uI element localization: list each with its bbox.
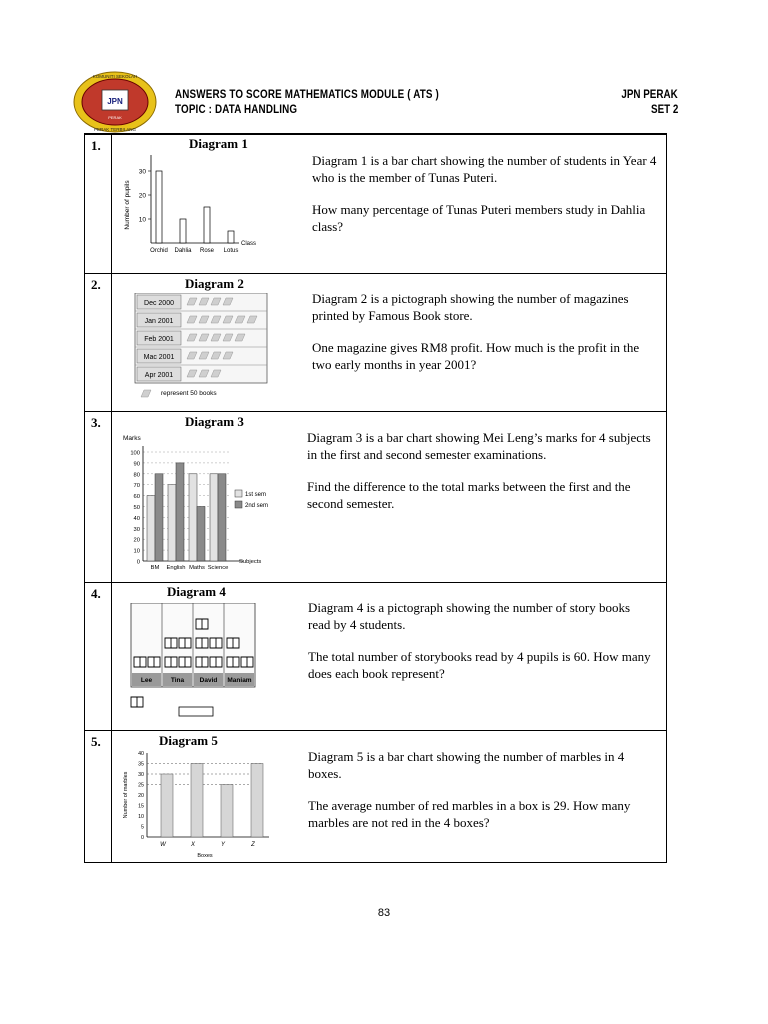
question-paragraph: Diagram 4 is a pictograph showing the number of story books read by 4 students. <box>308 600 631 632</box>
question-row-4 <box>85 582 666 730</box>
y-tick-label: 100 <box>130 450 140 457</box>
answer-box <box>179 707 213 716</box>
question-paragraph: Diagram 2 is a pictograph showing the number of magazines printed by Famous Book store. <box>312 291 629 323</box>
bar <box>161 774 173 837</box>
diagram-2-pictograph <box>133 293 269 408</box>
question-number: 2. <box>91 277 101 292</box>
header-set: SET 2 <box>650 102 678 116</box>
row-label: Apr 2001 <box>144 372 174 379</box>
diagram-title: Diagram 1 <box>189 136 248 151</box>
y-tick-label: 10 <box>138 814 144 820</box>
y-tick-label: 30 <box>138 772 144 778</box>
x-tick-label: Science <box>207 565 229 571</box>
book-icon <box>179 657 191 667</box>
question-row-3 <box>85 411 666 582</box>
diagram-title: Diagram 5 <box>159 733 218 748</box>
diagram-5-bar-chart <box>121 749 291 863</box>
question-number: 4. <box>91 586 101 601</box>
bar <box>228 231 234 243</box>
diagram-1-bar-chart <box>121 151 271 271</box>
y-tick-label: 40 <box>138 751 144 757</box>
questions-table <box>84 133 667 863</box>
y-tick-label: 70 <box>133 483 140 490</box>
y-tick-label: 20 <box>138 192 146 200</box>
logo-bottom-text: PERAK TERBILANG <box>94 127 136 132</box>
y-tick-label: 10 <box>138 216 146 224</box>
question-row-5 <box>85 730 666 864</box>
y-tick-label: 35 <box>138 761 144 768</box>
diagram-3-bar-chart <box>121 432 281 580</box>
bar <box>156 171 162 243</box>
question-paragraph: One magazine gives RM8 profit. How much is the profit in the two early months in year 2001? <box>312 340 640 372</box>
x-tick-label: Rose <box>199 248 215 254</box>
book-icon <box>148 657 160 667</box>
row-label: Dec 2000 <box>144 300 174 307</box>
student-name: Maniam <box>227 677 252 684</box>
legend-label: 1st sem <box>245 492 267 498</box>
row-label: Feb 2001 <box>144 336 174 343</box>
bar <box>180 219 186 243</box>
x-tick-label: BM <box>150 565 160 571</box>
y-tick-label: 30 <box>138 168 146 176</box>
y-axis-label: Number of pupils <box>124 180 131 230</box>
book-icon <box>210 638 222 648</box>
key-label: represent 50 books <box>161 390 217 397</box>
student-name: Tina <box>170 677 185 684</box>
school-logo <box>72 70 158 134</box>
y-tick-label: 0 <box>136 559 140 566</box>
y-axis-label: Number of marbles <box>123 771 129 819</box>
bar <box>251 764 263 838</box>
y-tick-label: 15 <box>138 803 144 810</box>
x-axis-label: Boxes <box>197 853 213 859</box>
logo-center-text: JPN <box>107 97 123 106</box>
x-tick-label: X <box>190 842 196 848</box>
book-icon <box>227 638 239 648</box>
diagram-4-pictograph <box>129 603 269 727</box>
y-tick-label: 40 <box>133 515 140 522</box>
x-tick-label: Maths <box>189 565 205 571</box>
y-tick-label: 80 <box>133 472 140 479</box>
question-paragraph: The average number of red marbles in a box is 29. How many marbles are not red in the 4 boxes? <box>308 798 631 830</box>
bar <box>155 474 163 561</box>
x-tick-label: W <box>160 842 166 848</box>
bar <box>168 485 176 561</box>
bar <box>147 496 155 561</box>
question-text <box>312 152 657 250</box>
question-paragraph: Find the difference to the total marks between the first and the second semester. <box>307 479 631 511</box>
bar <box>197 507 205 562</box>
book-icon <box>134 657 146 667</box>
legend-swatch <box>235 490 242 497</box>
logo-small-text: PERAK <box>108 115 122 120</box>
legend-swatch <box>235 501 242 508</box>
x-tick-label: Orchid <box>150 248 168 254</box>
y-tick-label: 10 <box>133 548 140 555</box>
diagram-title: Diagram 4 <box>167 584 226 599</box>
book-icon <box>241 657 253 667</box>
question-row-1 <box>85 134 666 273</box>
book-icon <box>165 638 177 648</box>
student-name: Lee <box>140 677 153 684</box>
diagram-title: Diagram 3 <box>185 414 244 429</box>
question-text <box>308 599 653 697</box>
question-number: 5. <box>91 734 101 749</box>
header-title: ANSWERS TO SCORE MATHEMATICS MODULE ( ATS ) <box>175 87 439 101</box>
book-icon <box>227 657 239 667</box>
magazine-icon <box>141 390 151 397</box>
book-icon <box>196 619 208 629</box>
question-text <box>308 748 653 846</box>
y-tick-label: 25 <box>138 782 144 789</box>
book-icon <box>179 638 191 648</box>
x-tick-label: Z <box>251 842 255 848</box>
y-tick-label: 20 <box>133 537 140 544</box>
book-icon <box>196 638 208 648</box>
question-paragraph: Diagram 1 is a bar chart showing the number of students in Year 4 who is the member of Tunas Puteri. <box>312 153 657 185</box>
header-org: JPN PERAK <box>621 87 678 101</box>
question-row-2 <box>85 273 666 411</box>
question-paragraph: Diagram 3 is a bar chart showing Mei Leng’s marks for 4 subjects in the first and second semester examinations. <box>307 430 651 462</box>
book-icon <box>131 697 143 707</box>
question-text <box>312 290 657 388</box>
question-paragraph: The total number of storybooks read by 4 pupils is 60. How many does each book represent? <box>308 649 651 681</box>
legend-label: 2nd sem <box>245 503 269 509</box>
x-axis-label: Class <box>241 241 257 247</box>
page-number: 83 <box>377 907 391 919</box>
bar <box>189 474 197 561</box>
y-tick-label: 20 <box>138 793 144 799</box>
bar <box>176 463 184 561</box>
y-axis-label: Marks <box>123 435 141 442</box>
logo-top-text: KOMUNITI SEKOLAH <box>92 74 138 79</box>
y-tick-label: 0 <box>141 835 144 841</box>
book-icon <box>210 657 222 667</box>
x-tick-label: English <box>166 565 186 571</box>
y-tick-label: 90 <box>133 461 140 468</box>
y-tick-label: 50 <box>133 505 140 511</box>
x-tick-label: Lotus <box>223 248 239 254</box>
row-label: Jan 2001 <box>144 318 174 325</box>
bar <box>221 785 233 838</box>
question-number: 1. <box>91 138 101 153</box>
book-icon <box>196 657 208 667</box>
question-number: 3. <box>91 415 101 430</box>
bar <box>210 474 218 561</box>
question-paragraph: How many percentage of Tunas Puteri members study in Dahlia class? <box>312 202 646 234</box>
diagram-title: Diagram 2 <box>185 276 244 291</box>
y-tick-label: 60 <box>133 494 140 501</box>
student-name: David <box>199 677 218 684</box>
question-text <box>307 429 652 527</box>
y-tick-label: 5 <box>141 824 144 831</box>
x-tick-label: Dahlia <box>174 248 192 254</box>
header-topic: TOPIC : DATA HANDLING <box>175 102 298 116</box>
x-axis-label: Subjects <box>239 559 262 565</box>
bar <box>218 474 226 561</box>
row-label: Mac 2001 <box>143 354 175 361</box>
bar <box>204 207 210 243</box>
x-tick-label: Y <box>220 842 226 848</box>
question-paragraph: Diagram 5 is a bar chart showing the number of marbles in 4 boxes. <box>308 749 625 781</box>
y-tick-label: 30 <box>133 526 140 533</box>
book-icon <box>165 657 177 667</box>
bar <box>191 764 203 838</box>
